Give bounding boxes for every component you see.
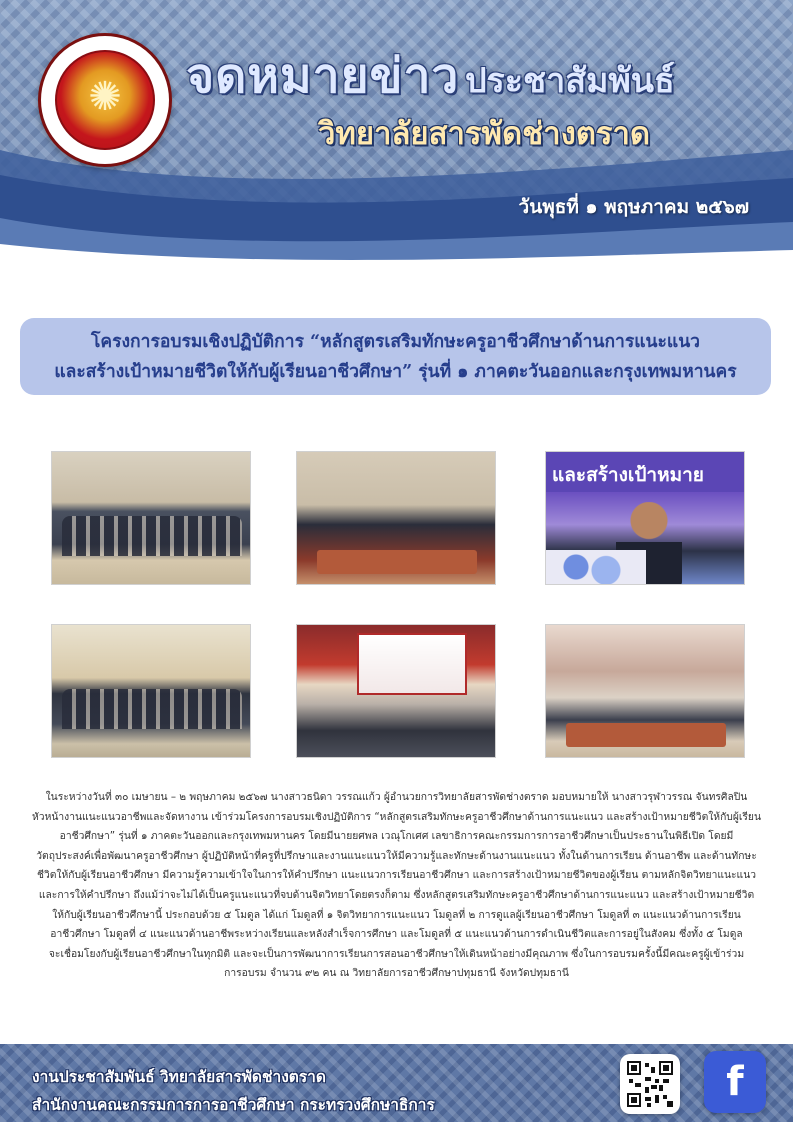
qr-code-graphic xyxy=(627,1061,673,1107)
headline-box xyxy=(20,318,771,395)
article-body xyxy=(28,788,765,984)
newsletter-header xyxy=(0,0,793,270)
seal-emblem xyxy=(55,50,155,150)
photo-workshop-tables xyxy=(545,624,745,758)
college-name: วิทยาลัยสารพัดช่างตราด xyxy=(318,116,651,152)
photo-group-hall xyxy=(51,624,251,758)
qr-code-icon[interactable] xyxy=(620,1054,680,1114)
college-seal-icon xyxy=(38,33,172,167)
body-line: ชีวิตให้กับผู้เรียนอาชีวศึกษา มีความรู้ความเข้าใจในการให้คำปรึกษา แนะแนวการเรียนอาชีวศึกษา และการสร้างเป้าหมายชีวิตของผู้เรียน ตามหลักจิตวิทยาแนะแนว xyxy=(36,869,757,882)
photo-table xyxy=(566,723,726,747)
facebook-icon[interactable]: f xyxy=(704,1051,766,1113)
body-line: หัวหน้างานแนะแนวอาชีพและจัดหางาน เข้าร่วมโครงการอบรมเชิงปฏิบัติการ “หลักสูตรเสริมทักษะครูอาชีวศึกษาด้านการแนะแนว และสร้างเป้าหมายชีวิตให้กับผู้เรียน xyxy=(32,810,761,823)
photo-people-rows xyxy=(62,689,242,729)
headline-line-1: โครงการอบรมเชิงปฏิบัติการ “หลักสูตรเสริมทักษะครูอาชีวศึกษาด้านการแนะแนว xyxy=(90,331,700,352)
photo-people-rows xyxy=(62,516,242,556)
body-line: ในระหว่างวันที่ ๓๐ เมษายน – ๒ พฤษภาคม ๒๕๖๗ นางสาวธนิดา วรรณแก้ว ผู้อำนวยการวิทยาลัยสารพัดช่างตราด มอบหมายให้ นางสาวรุฬาวรรณ จันทรศิลปิน xyxy=(45,791,748,803)
photo-group-participants xyxy=(51,451,251,585)
body-line: การอบรม จำนวน ๙๒ คน ณ วิทยาลัยการอาชีวศึกษาปทุมธานี จังหวัดปทุมธานี xyxy=(224,967,569,980)
body-line: อาชีวศึกษา โมดูลที่ ๔ แนะแนวด้านอาชีพระหว่างเรียนและหลังสำเร็จการศึกษา และโมดูลที่ ๕ แนะแนวด้านการดำเนินชีวิตและการอยู่ในสังคม ซึ่งทั้ง ๕ โมดูล xyxy=(50,928,743,941)
newsletter-title xyxy=(186,38,786,114)
photo-speaker xyxy=(545,451,745,585)
photo-flowers xyxy=(546,550,646,584)
body-line: อาชีวศึกษา” รุ่นที่ ๑ ภาคตะวันออกและกรุงเทพมหานคร โดยมีนายยศพล เวณุโกเศศ เลขาธิการคณะกรรมการการอาชีวศึกษาเป็นประธานในพิธีเปิด โดยมี xyxy=(59,830,734,843)
seal-glyph: ✺ xyxy=(88,74,122,120)
photo-banner-text: และสร้างเป้าหมาย xyxy=(546,452,745,492)
title-small: ประชาสัมพันธ์ xyxy=(464,61,675,101)
body-line: จะเชื่อมโยงกับผู้เรียนอาชีวศึกษาในทุกมิติ และจะเป็นการพัฒนาการเรียนการสอนอาชีวศึกษาให้เดินหน้าอย่างมีคุณภาพ ซึ่งในการอบรมครั้งนี้มีคณะครูผู้เข้าร่วม xyxy=(48,947,745,960)
photo-presentation xyxy=(296,624,496,758)
footer-office: สำนักงานคณะกรรมการการอาชีวศึกษา กระทรวงศึกษาธิการ xyxy=(32,1096,435,1114)
headline-line-2: และสร้างเป้าหมายชีวิตให้กับผู้เรียนอาชีวศึกษา” รุ่นที่ ๑ ภาคตะวันออกและกรุงเทพมหานคร xyxy=(54,361,737,382)
body-line: วัตถุประสงค์เพื่อพัฒนาครูอาชีวศึกษา ผู้ปฏิบัติหน้าที่ครูที่ปรึกษาและงานแนะแนวให้มีความรู้และทักษะด้านงานแนะแนว ทั้งในด้านการเรียน ด้านอาชีพ และด้านทักษะ xyxy=(36,849,757,862)
photo-table xyxy=(317,550,477,574)
photo-presentation-screen xyxy=(357,633,467,695)
body-line: ให้กับผู้เรียนอาชีวศึกษานี้ ประกอบด้วย ๕ โมดูล ได้แก่ โมดูลที่ ๑ จิตวิทยาการแนะแนว โมดูลที่ ๒ การดูแลผู้เรียนอาชีวศึกษา โมดูลที่ ๓ แนะแนวด้านการเรียน xyxy=(52,908,741,921)
footer-department: งานประชาสัมพันธ์ วิทยาลัยสารพัดช่างตราด xyxy=(32,1068,326,1086)
title-big: จดหมายข่าว xyxy=(186,48,460,104)
issue-date: วันพุธที่ ๑ พฤษภาคม ๒๕๖๗ xyxy=(518,196,749,218)
body-line: และการให้คำปรึกษา ถึงแม้ว่าจะไม่ได้เป็นครูแนะแนวที่จบด้านจิตวิทยาโดยตรงก็ตาม ซึ่งหลักสูตรเสริมทักษะครูอาชีวศึกษาด้านการแนะแนว และสร้างเป้าหมายชีวิต xyxy=(38,888,755,901)
photo-seated-attendees xyxy=(296,451,496,585)
